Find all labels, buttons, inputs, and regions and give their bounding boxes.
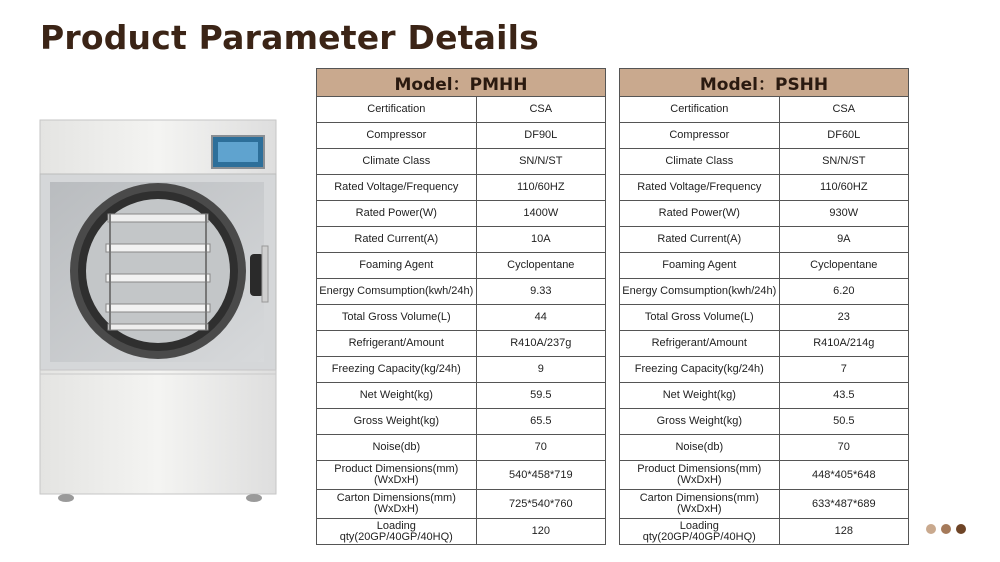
spec-label: Foaming Agent (317, 253, 477, 279)
spec-row (620, 435, 909, 461)
spec-value: CSA (476, 97, 605, 123)
spec-value: 7 (779, 357, 908, 383)
spec-row (620, 97, 909, 123)
spec-row (317, 97, 606, 123)
spec-value: 9A (779, 227, 908, 253)
spec-value: Cyclopentane (779, 253, 908, 279)
spec-row (317, 490, 606, 519)
pagination-dots[interactable] (926, 524, 966, 534)
spec-row (620, 123, 909, 149)
spec-label: Net Weight(kg) (317, 383, 477, 409)
spec-label: Rated Power(W) (620, 201, 780, 227)
spec-row (620, 357, 909, 383)
spec-value: 10A (476, 227, 605, 253)
spec-label: Freezing Capacity(kg/24h) (317, 357, 477, 383)
spec-label: Certification (317, 97, 477, 123)
spec-value: 70 (779, 435, 908, 461)
spec-row (620, 519, 909, 545)
spec-value: 6.20 (779, 279, 908, 305)
spec-value: SN/N/ST (779, 149, 908, 175)
spec-value: 65.5 (476, 409, 605, 435)
page-dot[interactable] (956, 524, 966, 534)
spec-row (317, 175, 606, 201)
spec-value: 540*458*719 (476, 461, 605, 490)
spec-row (620, 201, 909, 227)
spec-label: Loading qty(20GP/40GP/40HQ) (620, 519, 780, 545)
page-dot[interactable] (941, 524, 951, 534)
spec-value: R410A/237g (476, 331, 605, 357)
spec-value: 43.5 (779, 383, 908, 409)
spec-table-pmhh (316, 68, 606, 545)
spec-value: 448*405*648 (779, 461, 908, 490)
spec-value: 128 (779, 519, 908, 545)
spec-rows (620, 97, 909, 545)
spec-value: 50.5 (779, 409, 908, 435)
spec-label: Freezing Capacity(kg/24h) (620, 357, 780, 383)
spec-label: Product Dimensions(mm)(WxDxH) (620, 461, 780, 490)
spec-row (317, 461, 606, 490)
spec-value: DF90L (476, 123, 605, 149)
spec-label: Carton Dimensions(mm)(WxDxH) (620, 490, 780, 519)
spec-row (620, 490, 909, 519)
spec-value: 725*540*760 (476, 490, 605, 519)
spec-label: Refrigerant/Amount (620, 331, 780, 357)
spec-label: Compressor (620, 123, 780, 149)
spec-label: Rated Voltage/Frequency (317, 175, 477, 201)
spec-label: Climate Class (317, 149, 477, 175)
spec-label: Energy Comsumption(kwh/24h) (317, 279, 477, 305)
spec-row (317, 331, 606, 357)
spec-label: Rated Current(A) (317, 227, 477, 253)
spec-row (620, 253, 909, 279)
spec-row (620, 461, 909, 490)
spec-value: CSA (779, 97, 908, 123)
spec-row (620, 383, 909, 409)
spec-row (620, 331, 909, 357)
spec-value: DF60L (779, 123, 908, 149)
spec-rows (317, 97, 606, 545)
spec-value: 120 (476, 519, 605, 545)
spec-label: Gross Weight(kg) (317, 409, 477, 435)
spec-row (620, 227, 909, 253)
spec-label: Energy Comsumption(kwh/24h) (620, 279, 780, 305)
spec-label: Climate Class (620, 149, 780, 175)
spec-value: 633*487*689 (779, 490, 908, 519)
spec-label: Refrigerant/Amount (317, 331, 477, 357)
spec-value: 23 (779, 305, 908, 331)
spec-label: Product Dimensions(mm)(WxDxH) (317, 461, 477, 490)
spec-row (620, 305, 909, 331)
spec-label: Rated Current(A) (620, 227, 780, 253)
freeze-dryer-image (38, 118, 278, 504)
spec-value: R410A/214g (779, 331, 908, 357)
spec-value: 59.5 (476, 383, 605, 409)
spec-label: Carton Dimensions(mm)(WxDxH) (317, 490, 477, 519)
spec-value: 70 (476, 435, 605, 461)
spec-row (620, 279, 909, 305)
spec-value: 110/60HZ (779, 175, 908, 201)
spec-value: 9 (476, 357, 605, 383)
spec-label: Foaming Agent (620, 253, 780, 279)
spec-value: 930W (779, 201, 908, 227)
spec-row (317, 227, 606, 253)
spec-row (317, 519, 606, 545)
model-header: Model：PSHH (620, 69, 909, 97)
spec-row (317, 409, 606, 435)
spec-row (317, 253, 606, 279)
spec-value: 1400W (476, 201, 605, 227)
spec-value: Cyclopentane (476, 253, 605, 279)
spec-label: Loading qty(20GP/40GP/40HQ) (317, 519, 477, 545)
spec-row (620, 149, 909, 175)
spec-row (317, 435, 606, 461)
spec-label: Rated Power(W) (317, 201, 477, 227)
spec-label: Total Gross Volume(L) (317, 305, 477, 331)
spec-row (317, 305, 606, 331)
page-dot[interactable] (926, 524, 936, 534)
spec-row (620, 175, 909, 201)
spec-label: Noise(db) (620, 435, 780, 461)
spec-value: SN/N/ST (476, 149, 605, 175)
spec-label: Compressor (317, 123, 477, 149)
spec-label: Noise(db) (317, 435, 477, 461)
model-header: Model：PMHH (317, 69, 606, 97)
spec-row (317, 383, 606, 409)
spec-row (620, 409, 909, 435)
spec-row (317, 123, 606, 149)
spec-table-pshh (619, 68, 909, 545)
spec-label: Gross Weight(kg) (620, 409, 780, 435)
spec-row (317, 357, 606, 383)
spec-label: Certification (620, 97, 780, 123)
spec-label: Total Gross Volume(L) (620, 305, 780, 331)
spec-value: 110/60HZ (476, 175, 605, 201)
spec-row (317, 201, 606, 227)
spec-label: Net Weight(kg) (620, 383, 780, 409)
spec-value: 9.33 (476, 279, 605, 305)
spec-label: Rated Voltage/Frequency (620, 175, 780, 201)
spec-row (317, 149, 606, 175)
spec-row (317, 279, 606, 305)
spec-value: 44 (476, 305, 605, 331)
page-title: Product Parameter Details (40, 18, 539, 57)
